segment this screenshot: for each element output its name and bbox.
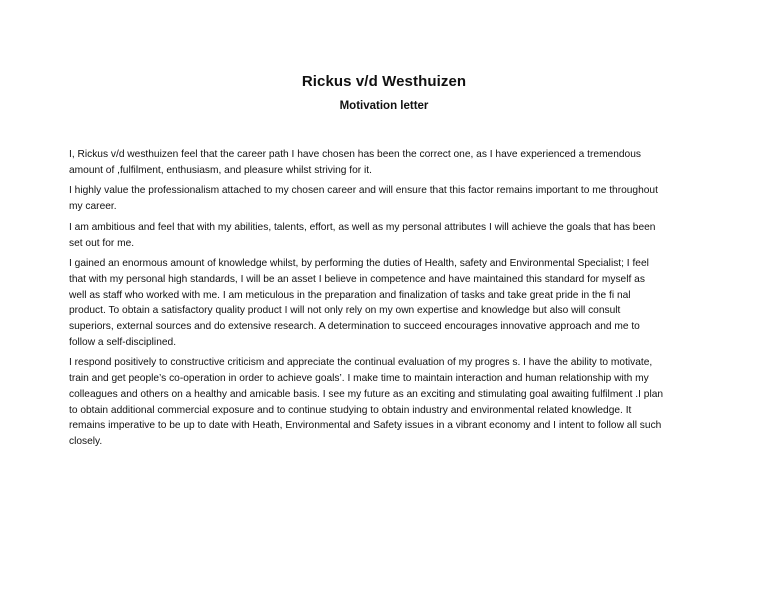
paragraph-5 <box>69 355 701 449</box>
text-line: I, Rickus v/d westhuizen feel that the career path I have chosen has been the correct one, as I have experienced a tremendous <box>69 149 641 160</box>
text-line: to obtain additional commercial exposure and to continue studying to obtain industry and environmental related knowledge. It <box>69 404 632 416</box>
paragraph-1 <box>69 147 701 178</box>
document-subtitle: Motivation letter <box>339 100 429 112</box>
paragraph-4 <box>69 256 701 350</box>
text-line: closely. <box>69 435 103 447</box>
text-line: amount of ,fulfilment, enthusiasm, and pleasure whilst striving for it. <box>69 164 372 176</box>
document-title: Rickus v/d Westhuizen <box>301 73 467 90</box>
text-line: superiors, external sources and do extensive research. A determination to succeed encourages innovative approach and me to <box>69 321 640 333</box>
text-line: I respond positively to constructive criticism and appreciate the continual evaluation of my progres s. I have the ability to motivate, <box>69 357 653 369</box>
paragraph-2 <box>69 183 701 214</box>
text-line: set out for me. <box>69 237 135 249</box>
text-line: that with my personal high standards, I will be an asset I believe in competence and have maintained this standard for myself as <box>69 273 645 285</box>
text-line: I am ambitious and feel that with my abilities, talents, effort, as well as my personal attributes I will achieve the goals that has been <box>69 221 656 233</box>
letter-body <box>69 147 701 455</box>
text-line: I highly value the professionalism attached to my chosen career and will ensure that this factor remains important to me throughout <box>69 185 658 197</box>
paragraph-3 <box>69 220 701 251</box>
text-line: remains imperative to be up to date with Heath, Environmental and Safety issues in a vibrant economy and I intent to follow all such <box>69 420 662 432</box>
text-line: colleagues and others on a healthy and amicable basis. I see my future as an exciting and stimulating goal awaiting fulfilment .I plan <box>69 388 664 400</box>
text-line: my career. <box>69 201 117 213</box>
text-line: well as staff who worked with me. I am meticulous in the preparation and finalization of tasks and take great pride in the fi nal <box>69 289 631 301</box>
text-line: train and get people’s co-operation in order to achieve goals’. I make time to maintain interaction and human relationship with my <box>69 373 649 385</box>
text-line: follow a self-disciplined. <box>69 336 177 348</box>
text-line: I gained an enormous amount of knowledge whilst, by performing the duties of Health, safety and Environmental Specialist; I feel <box>69 258 649 270</box>
text-line: product. To obtain a satisfactory quality product I will not only rely on my own expertise and knowledge but also will consult <box>69 305 621 317</box>
